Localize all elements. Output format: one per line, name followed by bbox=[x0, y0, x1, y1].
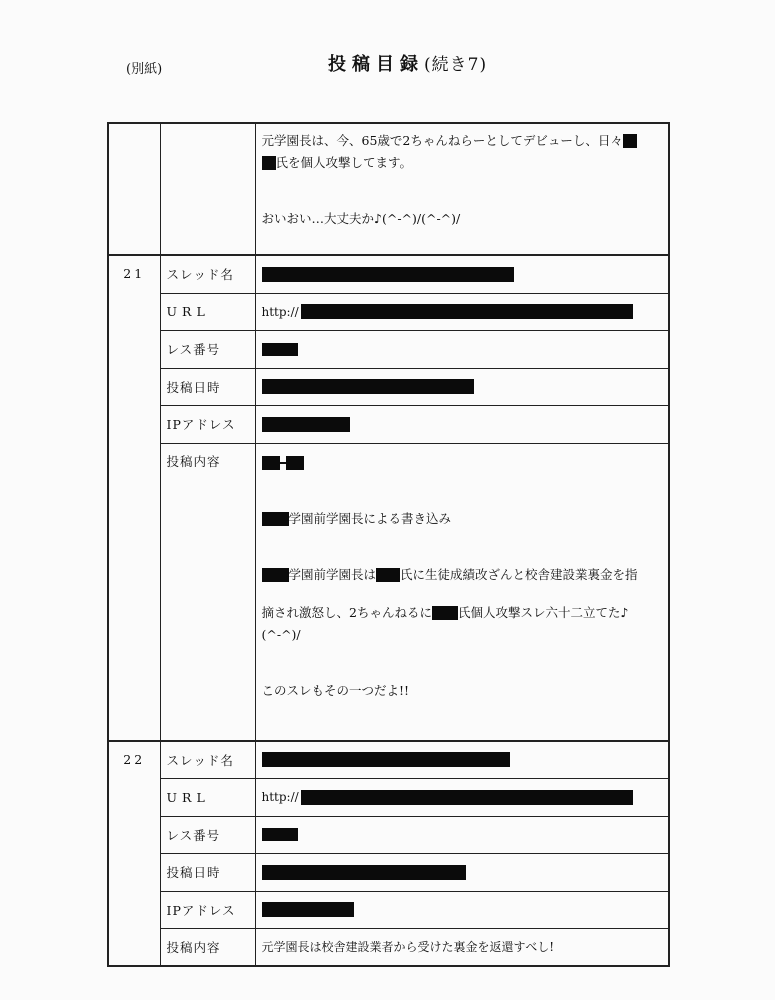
redaction-block bbox=[262, 156, 276, 170]
text-line: (^-^)/ bbox=[261, 626, 301, 642]
datetime-label: 投稿日時 bbox=[160, 853, 255, 891]
res-label: レス番号 bbox=[160, 816, 255, 853]
redaction-block bbox=[262, 568, 289, 582]
redaction-block bbox=[432, 606, 458, 620]
entry-22-content-row bbox=[108, 928, 669, 966]
thread-value bbox=[255, 741, 669, 778]
datetime-label: 投稿日時 bbox=[160, 368, 255, 405]
datetime-value bbox=[255, 853, 669, 891]
content-value bbox=[255, 443, 669, 741]
url-label: URL bbox=[160, 778, 255, 816]
text-line: 元学園長は、今、65歳で2ちゃんねらーとしてデビューし、日々 bbox=[262, 130, 663, 152]
redaction-block bbox=[262, 343, 298, 356]
text-line: 摘され激怒し、2ちゃんねるに 氏個人攻撃スレ六十二立てた♪ bbox=[261, 604, 629, 620]
datetime-value bbox=[255, 368, 669, 405]
entry-21-res-row bbox=[108, 330, 669, 368]
thread-label: スレッド名 bbox=[160, 255, 255, 293]
thread-value bbox=[255, 255, 669, 293]
url-value: http:// bbox=[255, 778, 669, 816]
redaction-block bbox=[262, 267, 514, 282]
redaction-block bbox=[262, 417, 350, 432]
entry-22-res-row bbox=[108, 816, 669, 853]
url-label: URL bbox=[160, 293, 255, 330]
redaction-block bbox=[262, 902, 354, 917]
entry-21-datetime-row bbox=[108, 368, 669, 405]
text-line: 学園前学園長による書き込み bbox=[262, 508, 663, 530]
entry-21-thread-row bbox=[108, 255, 669, 293]
content-label: 投稿内容 bbox=[160, 928, 255, 966]
page-title bbox=[328, 50, 487, 76]
ip-label: IPアドレス bbox=[160, 405, 255, 443]
entry-21-ip-row bbox=[108, 405, 669, 443]
redaction-block bbox=[262, 456, 280, 470]
post-listing-table bbox=[107, 122, 670, 967]
ip-value bbox=[255, 405, 669, 443]
redaction-block bbox=[262, 512, 289, 526]
redaction-block bbox=[262, 828, 298, 841]
entry-22-url-row bbox=[108, 778, 669, 816]
redaction-block bbox=[262, 865, 466, 880]
continuation-number-cell bbox=[108, 123, 160, 255]
ip-value bbox=[255, 891, 669, 928]
redaction-block bbox=[301, 304, 633, 319]
continuation-label-cell bbox=[160, 123, 255, 255]
title-suffix: (続き7) bbox=[424, 55, 488, 75]
redaction-block bbox=[301, 790, 633, 805]
text-line: 学園前学園長は 氏に生徒成績改ざんと校舎建設業裏金を指 bbox=[262, 564, 663, 586]
text-line bbox=[262, 452, 663, 474]
entry-number: 22 bbox=[108, 741, 160, 966]
url-value: http:// bbox=[255, 293, 669, 330]
text-line: このスレもその一つだよ!! bbox=[261, 682, 410, 698]
redaction-block bbox=[262, 379, 474, 394]
text-line: 氏を個人攻撃してます。 bbox=[262, 152, 663, 174]
entry-22-thread-row bbox=[108, 741, 669, 778]
res-value bbox=[255, 330, 669, 368]
continuation-row bbox=[108, 123, 669, 255]
title-main: 投稿目録 bbox=[328, 54, 424, 75]
entry-22-ip-row bbox=[108, 891, 669, 928]
thread-label: スレッド名 bbox=[160, 741, 255, 778]
ip-label: IPアドレス bbox=[160, 891, 255, 928]
content-value: 元学園長は校舎建設業者から受けた裏金を返還すべし! bbox=[255, 928, 669, 966]
attachment-label: (別紙) bbox=[126, 62, 163, 77]
text-line: おいおい…大丈夫か♪(^-^)/(^-^)/ bbox=[261, 211, 461, 226]
entry-21-content-row bbox=[108, 443, 669, 741]
entry-number: 21 bbox=[108, 255, 160, 741]
redaction-block bbox=[286, 456, 304, 470]
res-label: レス番号 bbox=[160, 330, 255, 368]
redaction-block bbox=[262, 752, 510, 767]
content-label: 投稿内容 bbox=[160, 443, 255, 741]
redaction-block bbox=[376, 568, 400, 582]
redaction-block bbox=[623, 134, 637, 148]
continuation-content bbox=[255, 123, 669, 255]
res-value bbox=[255, 816, 669, 853]
entry-21-url-row bbox=[108, 293, 669, 330]
entry-22-datetime-row bbox=[108, 853, 669, 891]
